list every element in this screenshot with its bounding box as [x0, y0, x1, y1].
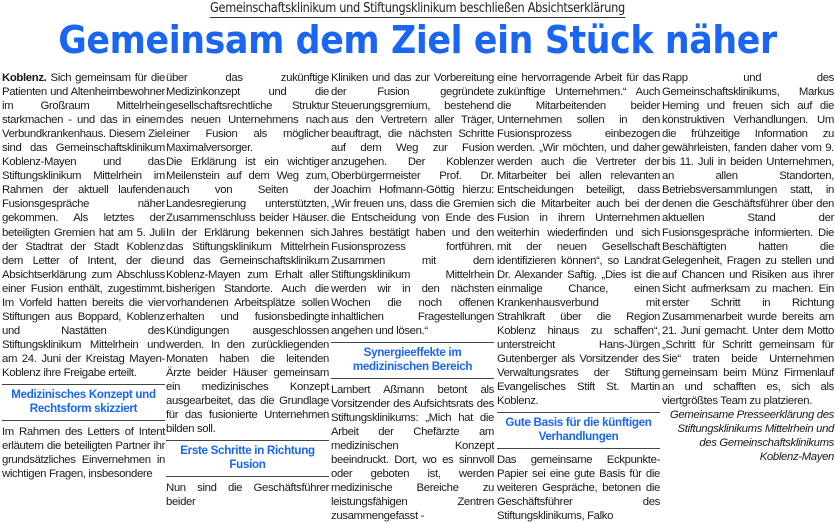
column-4	[497, 71, 660, 523]
subheading-medizinisches-konzept: Medizinisches Konzept und Rechtsform skizziert	[2, 384, 165, 421]
subheading-erste-schritte: Erste Schritte in Richtung Fusion	[166, 440, 329, 477]
subheading-synergieeffekte: Synergieeffekte im medizinischen Bereich	[331, 342, 494, 379]
column-3	[331, 71, 494, 523]
dateline: Koblenz.	[2, 72, 47, 84]
paragraph-continued: über das zukünftige Medizinkonzept und die gesellschaftsrechtliche Struktur des neuen Unternehmens nach einer Fusion als möglicher Maximalversorger.	[166, 72, 329, 155]
kicker	[58, 1, 776, 16]
signature: Gemeinsame Presseerklärung des Stiftungsklinikums Mittelrhein und des Gemeinschaftsklinikums Koblenz-Mayen	[669, 409, 834, 464]
paragraph-geschaeftsfuehrer: Nun sind die Geschäftsführer beider	[166, 482, 329, 509]
headline: Gemeinsam dem Ziel ein Stück näher	[58, 18, 777, 62]
paragraph-assmann: Lambert Aßmann betont als Vorsitzender des Aufsichtsrats des Stiftungsklinikums: „Mich hat die Arbeit der Chefärzte am medizinischen Konzept beeindruckt. Dort, wo es sinnvoll oder geboten ist, werden medizinische Bereiche zu leistungsfähigen Zentren zusammengefasst -	[331, 383, 494, 523]
column-2	[166, 71, 329, 509]
column-1	[2, 71, 165, 481]
paragraph-betriebsversammlungen: Rapp und des Gemeinschaftsklinikums, Markus Heming und freuen sich auf die konstruktiven Verhandlungen. Um die frühzeitige Information zu gewährleisten, fanden daher vom 9. bis 11. Juli in beiden Unternehmen, an allen Standorten, Betriebsversammlungen statt, in denen die Geschäftsführer über den aktuellen Stand der Fusionsgespräche informierten. Die Beschäftigten hatten die Gelegenheit, Fragen zu stellen und auf Chancen und Risiken aus ihrer Sicht aufmerksam zu machen. Ein erster Schritt in Richtung Zusammenarbeit wurde bereits am 21. Juni gemacht. Unter dem Motto „Schritt für Schritt gemeinsam für Sie“ traten beide Unternehmen gemeinsam beim Münz Firmenlauf an und schafften es, sich als viertgrößtes Team zu platzieren.	[662, 72, 834, 408]
paragraph-letter-of-intent: Im Rahmen des Letters of Intent erläutern die beteiligten Partner ihr grundsätzliches Einvernehmen in wichtigen Fragen, insbesondere	[2, 426, 165, 481]
column-5	[662, 71, 834, 464]
subheading-gute-basis: Gute Basis für die künftigen Verhandlungen	[497, 412, 660, 449]
paragraph-meilenstein: Die Erklärung ist ein wichtiger Meilenstein auf dem Weg zum, auch von Seiten der Landesregierung unterstützten, Zusammenschluss beider Häuser. In der Erklärung bekennen sich das Stiftungsklinikum Mittelrhein und das Gemeinschaftsklinikum Koblenz-Mayen zum Erhalt aller bisherigen Standorte. Auch die vorhandenen Arbeitsplätze sollen erhalten und fusionsbedingte Kündigungen ausgeschlossen werden. In den zurückliegenden Monaten haben die leitenden Ärzte beider Häuser gemeinsam ein medizinisches Konzept ausgearbeitet, das die Grundlage für das fusionierte Unternehmen bilden soll.	[166, 156, 329, 436]
paragraph-eckpunkte: Das gemeinsame Eckpunkte-Papier sei eine gute Basis für die weiteren Gespräche, betonen die Geschäftsführer des Stiftungsklinikums, Falko	[497, 454, 660, 523]
kicker-text: Gemeinschaftsklinikum und Stiftungsklinikum beschließen Absichtserklärung	[210, 1, 625, 16]
paragraph-intro: Koblenz. Sich gemeinsam für die Patienten und Altenheimbewohner im Großraum Mittelrhein starkmachen - und das in einem Verbundkrankenhaus. Diesem Ziel sind das Gemeinschaftsklinikum Koblenz-Mayen und das Stiftungsklinikum Mittelrhein im Rahmen der aktuell laufenden Fusionsgespräche näher gekommen. Als letztes der beteiligten Gremien hat am 5. Juli der Stadtrat der Stadt Koblenz dem Letter of Intent, der die Absichtserklärung zum Abschluss einer Fusion enthält, zugestimmt. Im Vorfeld hatten bereits die vier Stiftungen aus Boppard, Koblenz und Nastätten des Stiftungsklinikum Mittelrhein und am 24. Juni der Kreistag Mayen-Koblenz ihre Freigabe erteilt.	[2, 72, 165, 379]
paragraph-steuerungsgremium: Kliniken und das zur Vorbereitung der Fusion gegründete Steuerungsgremium, bestehend aus den Vertretern aller Träger, beauftragt, die nächsten Schritte auf dem Weg zur Fusion anzugehen. Der Koblenzer Oberbürgermeister Prof. Dr. Joachim Hofmann-Göttig hierzu: „Wir freuen uns, dass die Gremien die Entscheidung von Ende des Jahres bestätigt haben und den Fusionsprozess fortführen. Zusammen mit dem Stiftungsklinikum Mittelrhein werden wir in den nächsten Wochen die noch offenen inhaltlichen Fragestellungen angehen und lösen.“	[331, 72, 494, 337]
paragraph-mitarbeitende: eine hervorragende Arbeit für das zukünftige Unternehmen.“ Auch die Mitarbeitenden beider Unternehmen sollen in den Fusionsprozess einbezogen werden. „Wir möchten, und daher werden auch die Vertreter der Mitarbeiter bei allen relevanten Entscheidungen beteiligt, dass sich die Mitarbeiter auch bei der Fusion in ihrem Unternehmen weiterhin wiederfinden und sich mit der neuen Gesellschaft identifizieren können“, so Landrat Dr. Alexander Saftig. „Dies ist die einmalige Chance, einen Krankenhausverbund mit Strahlkraft über die Region Koblenz hinaus zu schaffen“, unterstreicht Hans-Jürgen Gutenberger als Vorsitzender des Verwaltungsrates der Stiftung Evangelisches Stift St. Martin Koblenz.	[497, 72, 660, 408]
